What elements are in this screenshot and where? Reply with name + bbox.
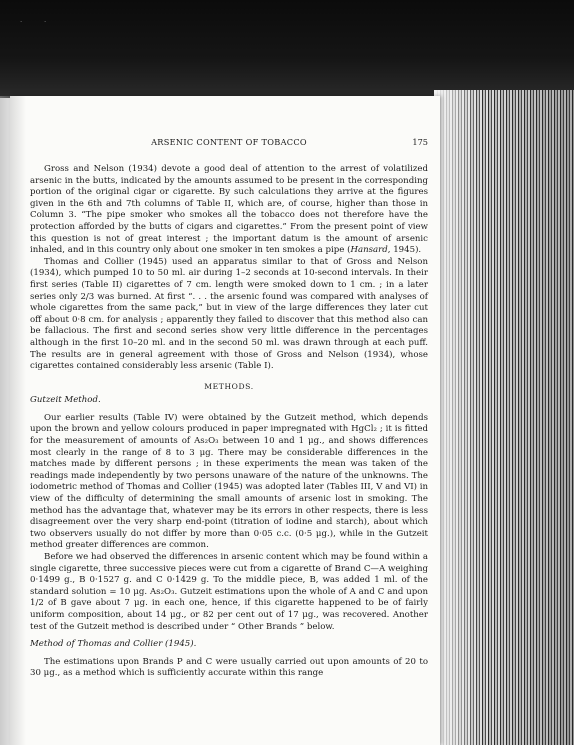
scan-speck: · bbox=[20, 18, 23, 26]
page-gutter-shadow bbox=[0, 96, 26, 745]
running-head bbox=[30, 137, 428, 149]
citation-hansard: Hansard bbox=[350, 245, 388, 256]
page-body bbox=[30, 164, 428, 680]
paragraph-gross-nelson bbox=[30, 164, 428, 257]
paragraph-brands-p-c: The estimations upon Brands P and C were usually carried out upon amounts of 20 to 30 μg., as a method which is sufficiently accurate within this range bbox=[30, 656, 428, 679]
subheading-thomas-collier-method: Method of Thomas and Collier (1945). bbox=[30, 639, 197, 650]
paragraph-thomas-collier-apparatus: Thomas and Collier (1945) used an apparatus similar to that of Gross and Nelson (1934), which pumped 10 to 50 ml. air during 1–2 seconds at 10-second intervals. In their first series (Table II) cigarettes of 7 cm. length were smoked down to 1 cm. ; in a later series only 2/3 was burned. At first “. . . the arsenic found was compared with analyses of whole cigarettes from the same pack,” but in view of the large differences they later cut off about 0·8 cm. for analysis ; apparently they failed to discover that this method also can be fallacious. The first and second series show very little difference in the percentages although in the first 10–20 ml. and in the second 50 ml. was drawn through at each puff. The results are in general agreement with those of Gross and Nelson (1934), whose cigarettes contained considerably less arsenic (Table I). bbox=[30, 256, 428, 372]
paragraph-text: Gross and Nelson (1934) devote a good deal of attention to the arrest of volatilized arsenic in the butts, indicated by the amounts assumed to be present in the corresponding portion of the original cigar or cigarette. By such calculations they arrive at the figures given in the 6th and 7th columns of Table II, which are, of course, higher than those in Column 3. “The pipe smoker who smokes all the tobacco does not therefore have the protection afforded by the butts of cigars and cigarettes.” From the present point of view this question is not of great interest ; the important datum is the amount of arsenic inhaled, and in this country only about one smoker in ten smokes a pipe ( bbox=[30, 164, 428, 256]
scan-dark-background bbox=[0, 0, 574, 98]
paragraph-gutzeit-results: Our earlier results (Table IV) were obtained by the Gutzeit method, which depends upon the brown and yellow colours produced in paper impregnated with HgCl₂ ; it is fitted for the measurement of amounts of As₂O₃ between 10 and 1 μg., and shows differences most clearly in the range of 8 to 3 μg. There may be considerable differences in the matches made by different persons ; in these experiments the mean was taken of the readings made independently by two persons unaware of the nature of the unknowns. The iodometric method of Thomas and Collier (1945) was adopted later (Tables III, V and VI) in view of the difficulty of determining the small amounts of arsenic lost in smoking. The method has the advantage that, whatever may be its errors in other respects, there is less disagreement over the very sharp end-point (titration of iodine and starch), about which two observers usually do not differ by more than 0·05 c.c. (0·5 μg.), while in the Gutzeit method greater differences are common. bbox=[30, 412, 428, 551]
page-number: 175 bbox=[412, 137, 428, 147]
paragraph-brand-c-test: Before we had observed the differences in arsenic content which may be found within a single cigarette, three successive pieces were cut from a cigarette of Brand C—A weighing 0·1499 g., B 0·1527 g. and C 0·1429 g. To the middle piece, B, was added 1 ml. of the standard solution = 10 μg. As₂O₃. Gutzeit estimations upon the whole of A and C and upon 1/2 of B gave about 7 μg. in each one, hence, if this cigarette happened to be of fairly uniform composition, about 14 μg., or 82 per cent out of 17 μg., was recovered. Another test of the Gutzeit method is described under “ Other Brands ” below. bbox=[30, 552, 428, 632]
running-head-title: ARSENIC CONTENT OF TOBACCO bbox=[151, 137, 307, 147]
scan-speck: · bbox=[44, 18, 47, 26]
subheading-gutzeit-method: Gutzeit Method. bbox=[30, 395, 101, 406]
scan-edge-shading bbox=[434, 90, 574, 745]
section-heading-methods: METHODS. bbox=[204, 381, 254, 391]
paragraph-text: , 1945). bbox=[387, 245, 422, 256]
